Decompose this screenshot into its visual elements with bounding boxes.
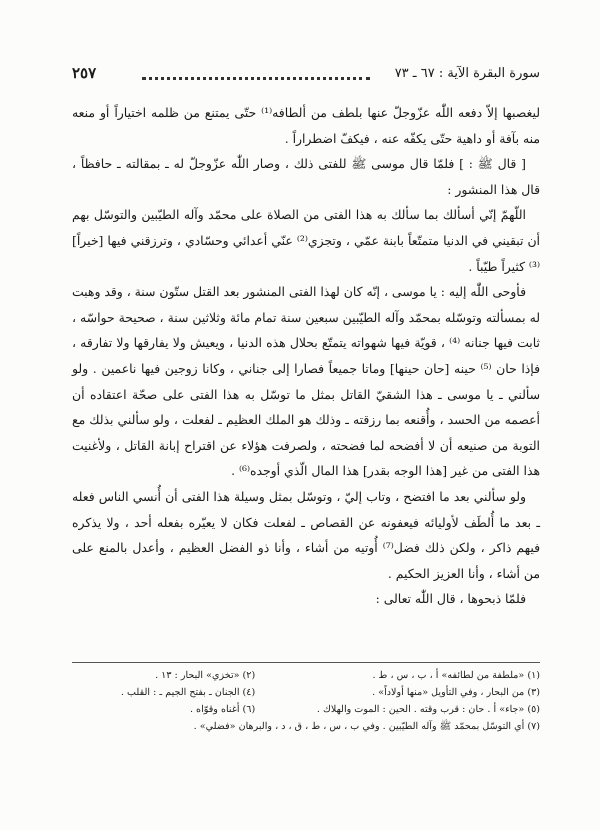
book-page (72, 60, 540, 800)
page-header (72, 60, 540, 88)
footnotes (72, 662, 540, 735)
header-title: سورة البقرة الآية : ٦٧ ـ ٧٣ (394, 66, 540, 81)
footnote: (٣) من البحار ، وفي التأويل «منها أولاداً» . (372, 687, 540, 698)
main-text (72, 100, 540, 612)
footnote: (٥) «جاء» أ . حان : قرب وقته . الحين : الموت والهلاك . (316, 704, 540, 715)
footnote: (١) «ملطفة من لطائفه» أ ، ب ، س ، ط . (372, 670, 540, 681)
footnote: (٧) أي التوسّل بمحمّد ﷺ وآله الطيّبين . وفي ب ، س ، ط ، ق ، د ، والبرهان «فضلي» . (193, 721, 540, 732)
paragraph: اللّهمّ إنّي أسألك بما سألك به هذا الفتى من الصلاة على محمّد وآله الطيّبين والتوسّل بهم أن تبقيني في الدنيا متمتّعاً بابنة عمّي ، وتجزي⁽²⁾ عنّي أعدائي وحسّادي ، وترزقني فيها [خيراً] ⁽³⁾ كثيراً طيّباً . (72, 207, 540, 274)
footnote: (٦) أغناه وقوّاه . (189, 704, 256, 715)
paragraph: فأوحى اللّٰه إليه : يا موسى ، إنّه كان لهذا الفتى المنشور بعد القتل ستّون سنة ، وقد وهبت له بمسألته وتوسّله بمحمّد وآله الطيّبين سبعين سنة تمام مائة وثلاثين سنة ، صحيحة حواسّه ، ثابت فيها جنانه ⁽⁴⁾ ، قويّة فيها شهواته يتمتّع بحلال هذه الدنيا ، ويعيش ولا يفارقها ولا تفارقه ، فإذا حان ⁽⁵⁾ حينه [حان حينها] وماتا جميعاً فصارا إلى جناني ، وكانا زوجين فيها ناعمين . ولو سألني ـ يا موسى ـ هذا الشقيّ القاتل بمثل ما توسّل به هذا الفتى على صحّة اعتقاده أن أعصمه من الحسد ، وأُقنعه بما رزقته ـ وذلك هو الملك العظيم ـ لفعلت ، ولو سألني بذلك مع التوبة من صنيعه أن لا أفضحه لما فضحته ، ولصرفت هؤلاء عن اقتراح إبانة القاتل ، ولأغنيت هذا الفتى من غير [هذا الوجه بقدر] هذا المال الّذي أوجده⁽⁶⁾ . (72, 284, 540, 479)
paragraph: [ قال ﷺ : ] فلمّا قال موسى ﷺ للفتى ذلك ، وصار اللّٰه عزّوجلّ له ـ بمقالته ـ حافظاً ، قال هذا المنشور : (72, 156, 540, 197)
header-dotted-rule (142, 77, 370, 80)
paragraph: ليغصبها إلاّ دفعه اللّٰه عزّوجلّ عنها بلطف من ألطافه⁽¹⁾ حتّى يمتنع من ظلمه اختياراً أو منعه منه بآفة أو داهية حتّى يكفّه عنه ، فيكفّ اضطراراً . (72, 105, 540, 146)
paragraph: ولو سألني بعد ما افتضح ، وتاب إليّ ، وتوسّل بمثل وسيلة هذا الفتى أن أُنسي الناس فعله ـ بعد ما أُلطَف لأوليائه فيعفونه عن القصاص ـ لفعلت فكان لا يعيّره بفعله أحد ، ولا يذكره فيهم ذاكر ، ولكن ذلك فضل⁽⁷⁾ أُوتيه من أشاء ، وأنا ذو الفضل العظيم ، وأعدل بالمنع على من أشاء ، وأنا العزيز الحكيم . (72, 488, 541, 581)
footnote: (٢) «تخزي» البحار : ١٣ . (155, 670, 256, 681)
paragraph: فلمّا ذبحوها ، قال اللّٰه تعالى : (375, 591, 526, 607)
footnote: (٤) الجنان ـ بفتح الجيم ـ : القلب . (120, 687, 256, 698)
page-number: ٢٥٧ (72, 64, 97, 82)
